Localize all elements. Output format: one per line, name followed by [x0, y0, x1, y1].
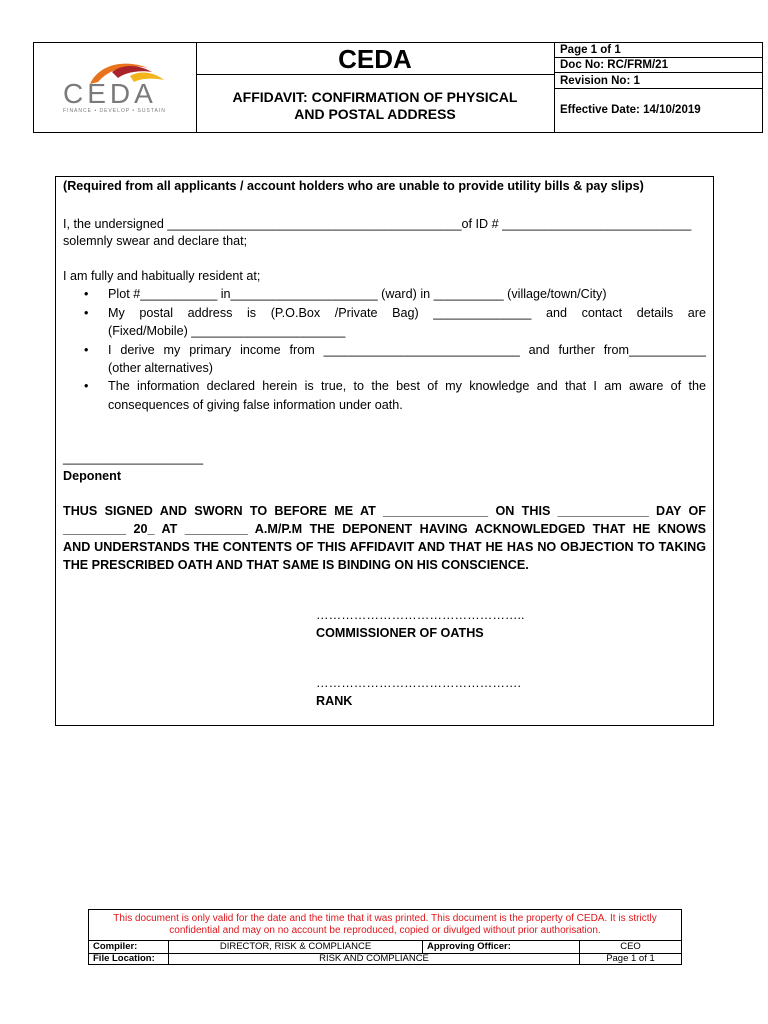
sworn-line-3: AND UNDERSTANDS THE CONTENTS OF THIS AFFIDAVIT AND THAT HE HAS NO OBJECTION TO TAKING — [63, 540, 706, 554]
file-location-value: RISK AND COMPLIANCE — [169, 953, 580, 965]
requirement-note: (Required from all applicants / account holders who are unable to provide utility bills & pay slips) — [63, 179, 644, 193]
swear-line: solemnly swear and declare that; — [63, 234, 248, 248]
page-number: Page 1 of 1 — [554, 43, 762, 58]
affidavit-body — [55, 176, 714, 726]
notice-line1: This document is only valid for the date and the time that it was printed. This document is the property of CEDA. It is strictly — [113, 913, 657, 924]
footer-page-number: Page 1 of 1 — [606, 953, 655, 964]
approving-value: CEO — [620, 941, 641, 952]
declaration-line2: consequences of giving false information under oath. — [108, 398, 403, 412]
doc-number: Doc No: RC/FRM/21 — [554, 58, 762, 73]
approving-label: Approving Officer: — [423, 941, 580, 953]
confidentiality-notice — [89, 910, 681, 941]
commissioner-label: COMMISSIONER OF OATHS — [316, 626, 484, 640]
form-title-line1: AFFIDAVIT: CONFIRMATION OF PHYSICAL — [232, 88, 518, 105]
file-location-label: File Location: — [89, 953, 169, 965]
resident-line: I am fully and habitually resident at; — [63, 269, 261, 283]
declaration-line: The information declared herein is true, to the best of my knowledge and that I am aware of the — [108, 379, 706, 393]
postal-line: My postal address is (P.O.Box /Private Bag) ______________ and contact details are — [108, 306, 706, 320]
plot-line: Plot #___________ in_____________________ (ward) in __________ (village/town/City) — [108, 287, 607, 301]
deponent-label: Deponent — [63, 469, 122, 483]
income-line: I derive my primary income from ____________________________ and further from___________ — [108, 343, 706, 357]
header-title-cell — [196, 43, 555, 132]
rank-label: RANK — [316, 694, 353, 708]
document-header — [33, 42, 763, 133]
form-title-line2: AND POSTAL ADDRESS — [294, 105, 456, 122]
effective-date: Effective Date: 14/10/2019 — [560, 104, 701, 116]
rank-signature-line: …………………………………………. — [316, 676, 521, 690]
sworn-line-2: _________ 20_ AT _________ A.M/P.M THE DEPONENT HAVING ACKNOWLEDGED THAT HE KNOWS — [63, 522, 706, 536]
logo-tagline: FINANCE • DEVELOP • SUSTAIN — [63, 108, 166, 114]
revision-number: Revision No: 1 — [554, 73, 762, 89]
bullet-icon: • — [84, 343, 89, 357]
bullet-icon: • — [84, 287, 89, 301]
bullet-icon: • — [84, 379, 89, 393]
logo-wordmark: CEDA — [63, 78, 157, 109]
contact-line: (Fixed/Mobile) ______________________ — [108, 324, 346, 338]
sworn-line-1: THUS SIGNED AND SWORN TO BEFORE ME AT _______________ ON THIS _____________ DAY OF — [63, 504, 706, 518]
deponent-signature-line: ____________________ — [63, 451, 204, 465]
bullet-icon: • — [84, 306, 89, 320]
document-footer — [88, 909, 682, 965]
footer-row-file — [89, 953, 681, 965]
commissioner-signature-line: ………………………………………….. — [316, 608, 525, 622]
income-alt-line: (other alternatives) — [108, 361, 213, 375]
notice-line2: confidential and may on no account be reproduced, copied or divulged without prior authorisation. — [169, 925, 601, 936]
brand-title: CEDA — [196, 43, 554, 75]
sworn-line-4: THE PRESCRIBED OATH AND THAT SAME IS BINDING ON HIS CONSCIENCE. — [63, 558, 529, 572]
compiler-label: Compiler: — [89, 941, 169, 953]
compiler-value: DIRECTOR, RISK & COMPLIANCE — [169, 941, 423, 953]
logo-cell — [34, 43, 197, 132]
form-title — [196, 75, 554, 132]
undersigned-line: I, the undersigned __________________________________________of ID # ___________________________ — [63, 217, 692, 231]
header-meta-cell — [554, 43, 762, 132]
